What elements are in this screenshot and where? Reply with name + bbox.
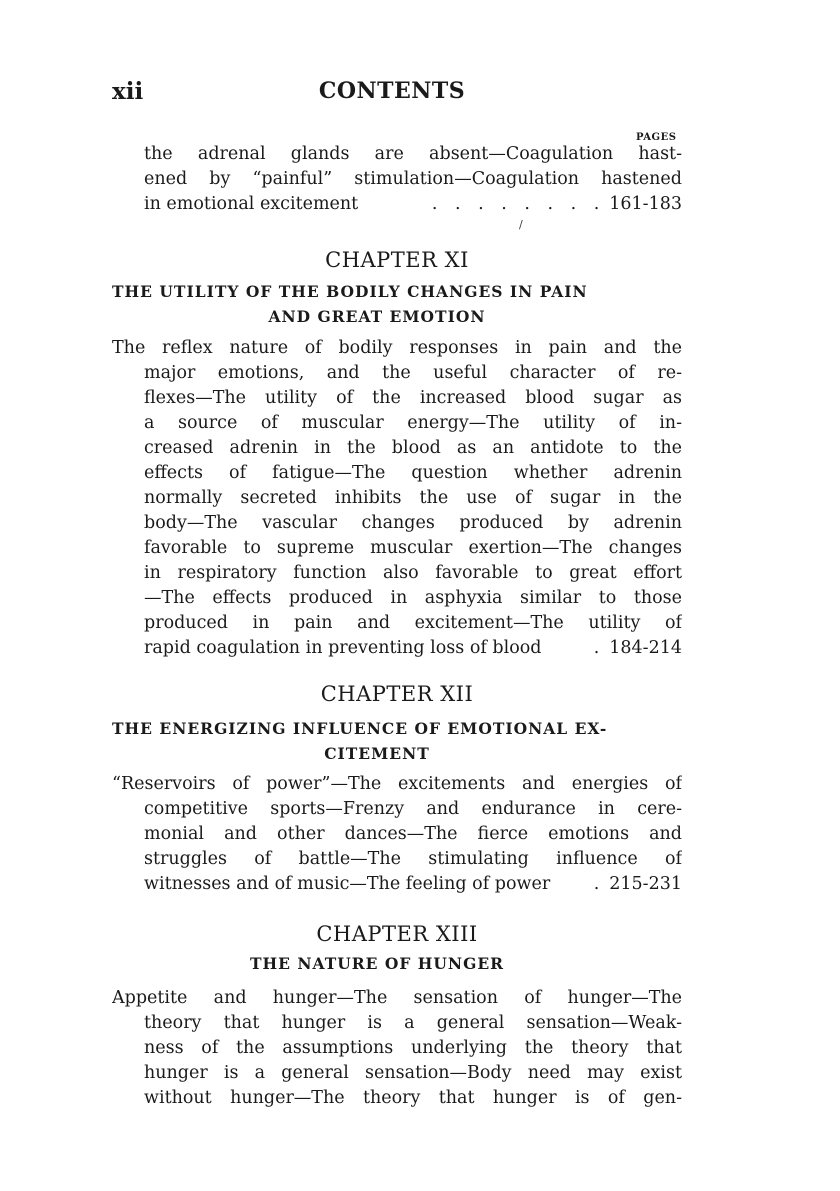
entry-line: major emotions, and the useful character of re- [144, 363, 682, 383]
chapter-title-line: CITEMENT [324, 744, 430, 763]
entry-line: struggles of battle—The stimulating influence of [144, 849, 682, 869]
entry-line: —The effects produced in asphyxia similar to those [144, 588, 682, 608]
entry-line: witnesses and of music—The feeling of power [144, 874, 551, 894]
entry-line: body—The vascular changes produced by adrenin [144, 513, 682, 533]
chapter-heading: CHAPTER XIII [316, 922, 478, 946]
entry-line: a source of muscular energy—The utility of in- [144, 413, 682, 433]
chapter-title-line: AND GREAT EMOTION [268, 307, 486, 326]
stray-mark: / [519, 218, 523, 231]
entry-line: flexes—The utility of the increased blood sugar as [144, 388, 682, 408]
entry-last-line [112, 872, 682, 897]
entry-first-line: “Reservoirs of power”—The excitements and energies of [112, 774, 682, 794]
toc-entry-chapter-xi [112, 336, 682, 661]
page-title: CONTENTS [318, 78, 466, 104]
entry-first-line: Appetite and hunger—The sensation of hunger—The [112, 988, 682, 1008]
page-range: 161-183 [609, 194, 682, 214]
entry-line: rapid coagulation in preventing loss of blood [144, 638, 542, 658]
chapter-title [112, 279, 642, 329]
entry-line: hunger is a general sensation—Body need may exist [144, 1063, 682, 1083]
toc-entry-chapter-xii [112, 772, 682, 897]
dot-leader: . [593, 874, 606, 894]
entry-first-line: The reflex nature of bodily responses in pain and the [112, 338, 682, 358]
dot-leader: . . . . . . . . [431, 194, 606, 214]
entry-line: the adrenal glands are absent—Coagulation hast- [144, 144, 682, 164]
entry-line: theory that hunger is a general sensation—Weak- [144, 1013, 682, 1033]
running-head [112, 78, 672, 108]
entry-line: ened by “painful” stimulation—Coagulation hastened [144, 169, 682, 189]
entry-line: normally secreted inhibits the use of sugar in the [144, 488, 682, 508]
entry-line: monial and other dances—The fierce emotions and [144, 824, 682, 844]
pages-column-label: PAGES [636, 132, 677, 143]
toc-entry-chapter-xiii [112, 986, 682, 1111]
page-range: 215-231 [609, 874, 682, 894]
entry-line: favorable to supreme muscular exertion—The changes [144, 538, 682, 558]
chapter-title-line: THE NATURE OF HUNGER [249, 954, 505, 973]
dot-leader: . [593, 638, 606, 658]
entry-last-line [112, 192, 682, 217]
entry-line: creased adrenin in the blood as an antidote to the [144, 438, 682, 458]
entry-line: ness of the assumptions underlying the theory that [144, 1038, 682, 1058]
toc-entry-continuation [112, 142, 682, 217]
entry-line: effects of fatigue—The question whether adrenin [144, 463, 682, 483]
chapter-title-line: THE UTILITY OF THE BODILY CHANGES IN PAIN [112, 282, 588, 301]
chapter-title-line: THE ENERGIZING INFLUENCE OF EMOTIONAL EX- [112, 719, 608, 738]
entry-line: in emotional excitement [144, 194, 359, 214]
entry-line: without hunger—The theory that hunger is of gen- [144, 1088, 682, 1108]
page-number: xii [112, 78, 144, 105]
entry-last-line [112, 636, 682, 661]
page-range: 184-214 [609, 638, 682, 658]
chapter-title [112, 716, 642, 766]
entry-line: competitive sports—Frenzy and endurance in cere- [144, 799, 682, 819]
entry-line: in respiratory function also favorable to great effort [144, 563, 682, 583]
entry-line: produced in pain and excitement—The utility of [144, 613, 682, 633]
chapter-heading: CHAPTER XII [320, 682, 474, 706]
chapter-title [112, 951, 642, 976]
chapter-heading: CHAPTER XI [325, 248, 469, 272]
